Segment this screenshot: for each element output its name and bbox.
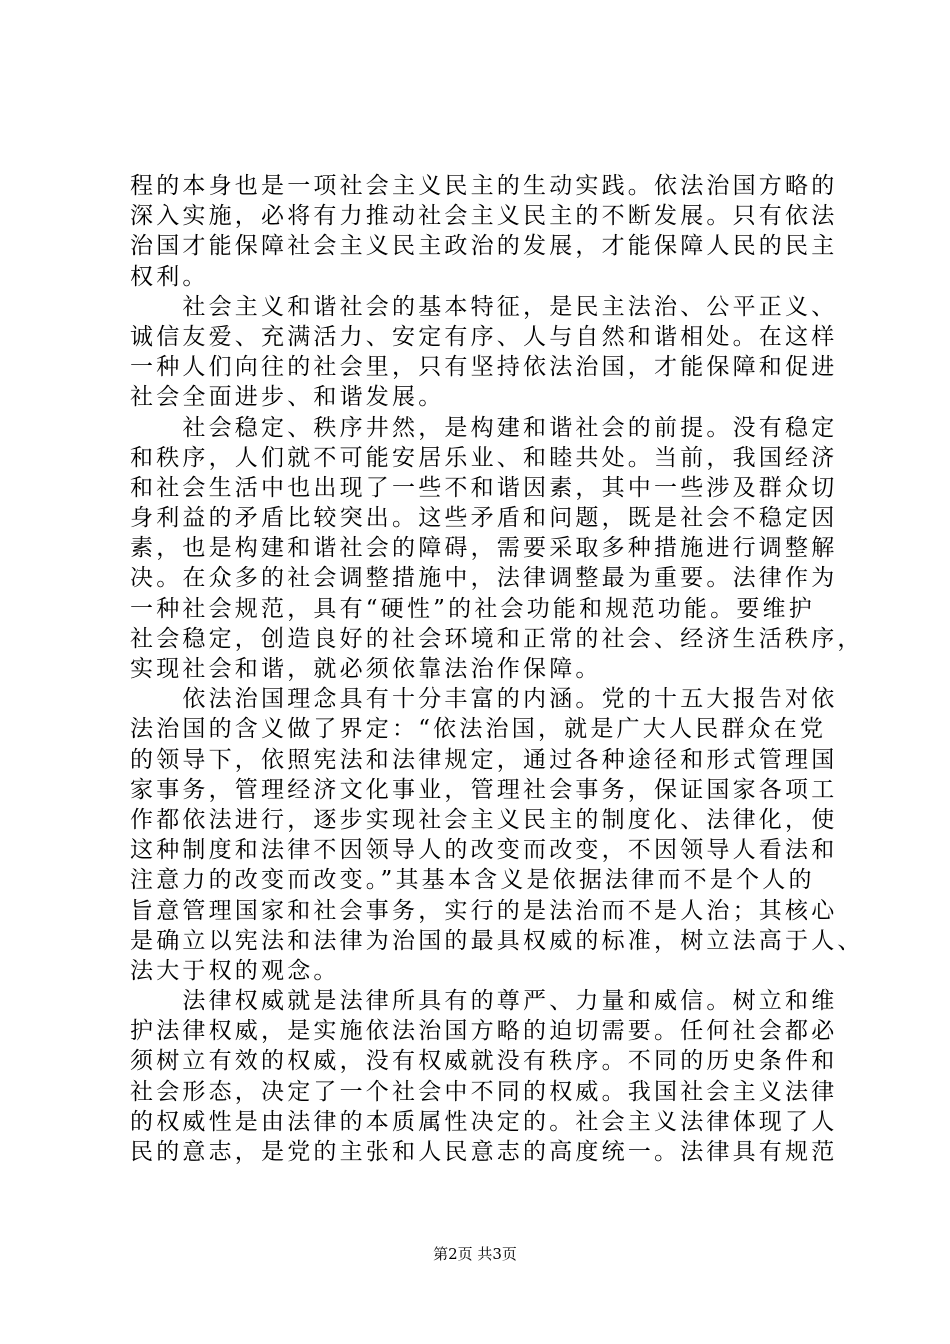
text-line: 须树立有效的权威，没有权威就没有秩序。不同的历史条件和: [130, 1048, 838, 1075]
text-line: 程的本身也是一项社会主义民主的生动实践。依法治国方略的: [130, 173, 838, 199]
page-footer: [0, 1243, 950, 1264]
text-line: 身利益的矛盾比较突出。这些矛盾和问题，既是社会不稳定因: [130, 505, 838, 532]
text-line: 和秩序，人们就不可能安居乐业、和睦共处。当前，我国经济: [130, 444, 838, 471]
page-number-label: 第2页 共3页: [433, 1245, 517, 1263]
text-line: 注意力的改变而改变。”其基本含义是依据法律而不是个人的: [130, 867, 815, 894]
text-line: 决。在众多的社会调整措施中，法律调整最为重要。法律作为: [130, 565, 838, 592]
text-line: 法治国的含义做了界定：“依法治国，就是广大人民群众在党: [130, 716, 827, 743]
text-line: 一种人们向往的社会里，只有坚持依法治国，才能保障和促进: [130, 354, 838, 381]
text-line: 实现社会和谐，就必须依靠法治作保障。: [130, 656, 602, 682]
text-line: 旨意管理国家和社会事务，实行的是法治而不是人治；其核心: [130, 897, 838, 924]
text-line: 社会全面进步、和谐发展。: [130, 384, 445, 411]
text-line: 社会稳定、秩序井然，是构建和谐社会的前提。没有稳定: [130, 414, 838, 441]
document-body: [130, 171, 864, 1167]
text-line: 是确立以宪法和法律为治国的最具权威的标准，树立法高于人、: [130, 927, 864, 954]
text-line: 法律权威就是法律所具有的尊严、力量和威信。树立和维: [130, 988, 838, 1015]
text-line: 作都依法进行，逐步实现社会主义民主的制度化、法律化，使: [130, 806, 838, 833]
text-line: 深入实施，必将有力推动社会主义民主的不断发展。只有依法: [130, 203, 838, 230]
text-line: 权利。: [130, 263, 209, 290]
text-line: 和社会生活中也出现了一些不和谐因素，其中一些涉及群众切: [130, 474, 838, 501]
text-line: 一种社会规范，具有“硬性”的社会功能和规范功能。要维护: [130, 595, 815, 622]
text-line: 家事务，管理经济文化事业，管理社会事务，保证国家各项工: [130, 776, 838, 803]
text-line: 素，也是构建和谐社会的障碍，需要采取多种措施进行调整解: [130, 535, 838, 562]
text-line: 社会形态，决定了一个社会中不同的权威。我国社会主义法律: [130, 1078, 838, 1105]
text-line: 的权威性是由法律的本质属性决定的。社会主义法律体现了人: [130, 1108, 838, 1135]
text-line: 依法治国理念具有十分丰富的内涵。党的十五大报告对依: [130, 686, 838, 713]
text-line: 民的意志，是党的主张和人民意志的高度统一。法律具有规范: [130, 1139, 838, 1165]
text-line: 治国才能保障社会主义民主政治的发展，才能保障人民的民主: [130, 233, 838, 260]
text-line: 这种制度和法律不因领导人的改变而改变，不因领导人看法和: [130, 837, 838, 864]
text-line: 诚信友爱、充满活力、安定有序、人与自然和谐相处。在这样: [130, 323, 838, 350]
text-line: 护法律权威，是实施依法治国方略的迫切需要。任何社会都必: [130, 1018, 838, 1045]
text-line: 社会主义和谐社会的基本特征，是民主法治、公平正义、: [130, 293, 838, 320]
text-line: 法大于权的观念。: [130, 957, 340, 984]
text-line: 的领导下，依照宪法和法律规定，通过各种途径和形式管理国: [130, 746, 838, 773]
text-line: 社会稳定，创造良好的社会环境和正常的社会、经济生活秩序，: [130, 625, 864, 652]
